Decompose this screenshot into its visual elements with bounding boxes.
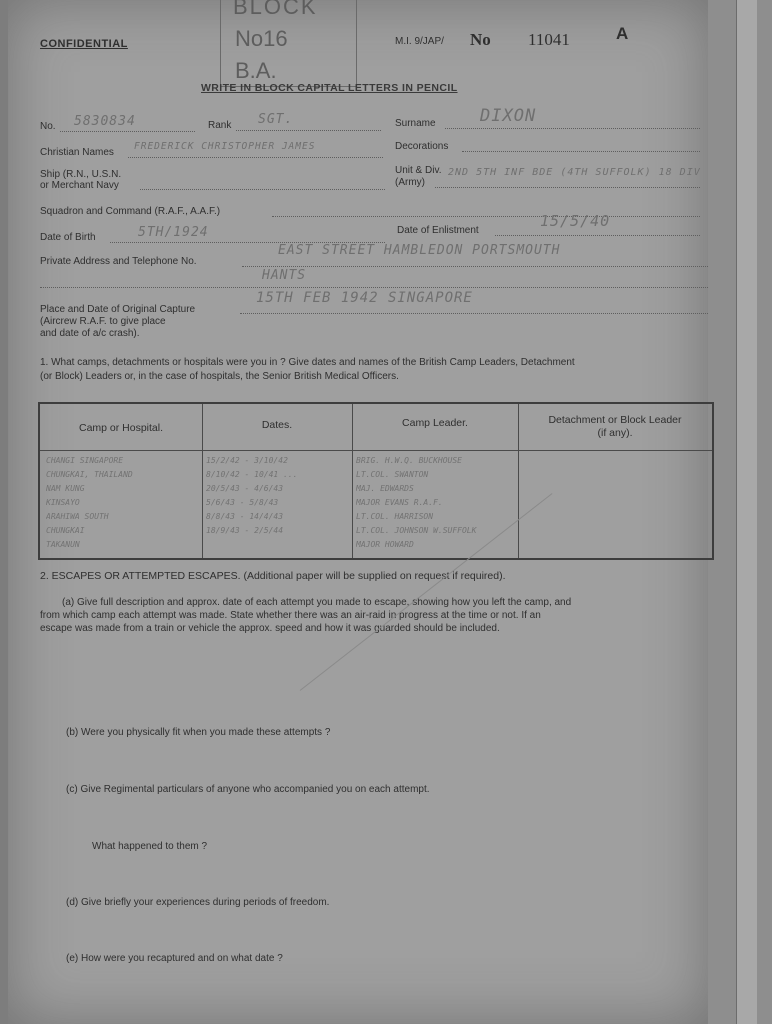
question-1-line-2: (or Block) Leaders or, in the case of hospitals, the Senior British Medical Officers. xyxy=(40,371,399,382)
table-row xyxy=(40,498,712,510)
question-2a-line-3: escape was made from a train or vehicle the approx. speed and how it was guarded should be included. xyxy=(40,623,500,634)
block-stamp xyxy=(220,0,357,87)
ship-label-2: or Merchant Navy xyxy=(40,180,119,191)
table-row xyxy=(40,484,712,496)
christian-names-value: FREDERICK CHRISTOPHER JAMES xyxy=(134,141,316,152)
stamp-line-3: B.A. xyxy=(235,58,277,83)
question-2a-line-1: (a) Give full description and approx. date of each attempt you made to escape, showing how you left the camp, and xyxy=(62,597,572,608)
enlistment-value: 15/5/40 xyxy=(540,212,611,230)
table-cell: BRIG. H.W.Q. BUCKHOUSE xyxy=(356,456,462,465)
capture-label-2: (Aircrew R.A.F. to give place xyxy=(40,316,166,327)
enlistment-label: Date of Enlistment xyxy=(397,225,479,236)
service-number-value: 5830834 xyxy=(74,114,136,129)
table-cell: 5/6/43 - 5/8/43 xyxy=(206,498,279,507)
serial-suffix: A xyxy=(616,24,629,43)
table-cell: CHANGI SINGAPORE xyxy=(46,456,124,465)
question-2c-followup: What happened to them ? xyxy=(92,841,208,852)
unit-label-1: Unit & Div. xyxy=(395,165,442,176)
col-header-detachment: Detachment or Block Leader (if any). xyxy=(548,414,682,439)
address-value-1: EAST STREET HAMBLEDON PORTSMOUTH xyxy=(278,243,561,258)
serial-no-label: No xyxy=(470,30,491,49)
col-header-camp-leader: Camp Leader. xyxy=(402,417,468,429)
stamp-line-2: No16 xyxy=(235,26,288,51)
stamp-line-1: BLOCK xyxy=(233,0,318,19)
underlying-sheet-edge xyxy=(736,0,757,1024)
table-row xyxy=(40,456,712,468)
table-cell: MAJOR EVANS R.A.F. xyxy=(356,498,443,507)
col-header-dates: Dates. xyxy=(261,419,293,431)
table-cell: LT.COL. HARRISON xyxy=(356,512,434,521)
dob-label: Date of Birth xyxy=(40,232,96,243)
table-cell: NAM KUNG xyxy=(46,484,85,493)
table-cell: ARAHIWA SOUTH xyxy=(46,512,109,521)
surname-label: Surname xyxy=(395,118,436,129)
rank-value: SGT. xyxy=(258,112,294,127)
camps-table xyxy=(38,402,714,560)
unit-label-2: (Army) xyxy=(395,177,425,188)
table-cell: 15/2/42 - 3/10/42 xyxy=(206,456,288,465)
capture-value: 15TH FEB 1942 SINGAPORE xyxy=(256,290,473,306)
table-cell: TAKANUN xyxy=(46,540,80,549)
confidential-heading: CONFIDENTIAL xyxy=(40,38,128,50)
address-label: Private Address and Telephone No. xyxy=(40,256,197,267)
dob-value: 5TH/1924 xyxy=(138,225,209,240)
ship-label-1: Ship (R.N., U.S.N. xyxy=(40,169,122,180)
capture-label-3: and date of a/c crash). xyxy=(40,328,140,339)
table-cell: 8/10/42 - 10/41 ... xyxy=(206,470,298,479)
serial-no-value: 11041 xyxy=(528,30,570,49)
question-2e: (e) How were you recaptured and on what date ? xyxy=(66,953,283,964)
unit-value: 2ND 5TH INF BDE (4TH SUFFOLK) 18 DIV xyxy=(448,167,701,178)
table-row xyxy=(40,470,712,482)
table-cell: CHUNGKAI, THAILAND xyxy=(46,470,133,479)
table-cell: MAJ. EDWARDS xyxy=(356,484,414,493)
table-row xyxy=(40,512,712,524)
capture-label-1: Place and Date of Original Capture xyxy=(40,304,196,315)
question-2a-line-2: from which camp each attempt was made. State whether there was an air-raid in progress at the time or not. If an xyxy=(40,610,541,621)
table-cell: LT.COL. SWANTON xyxy=(356,470,429,479)
table-cell: LT.COL. JOHNSON W.SUFFOLK xyxy=(356,526,477,535)
address-value-2: HANTS xyxy=(262,268,307,283)
table-cell: MAJOR HOWARD xyxy=(356,540,414,549)
col-header-camp: Camp or Hospital. xyxy=(78,422,164,434)
squadron-label: Squadron and Command (R.A.F., A.A.F.) xyxy=(40,206,221,217)
rank-label: Rank xyxy=(208,120,232,131)
no-label: No. xyxy=(40,121,56,132)
mi-reference: M.I. 9/JAP/ xyxy=(395,36,444,47)
table-cell: 18/9/43 - 2/5/44 xyxy=(206,526,284,535)
table-row xyxy=(40,540,712,552)
table-cell: CHUNGKAI xyxy=(46,526,85,535)
table-row xyxy=(40,526,712,538)
question-1-line-1: 1. What camps, detachments or hospitals were you in ? Give dates and names of the British Camp Leaders, Detachment xyxy=(40,357,575,368)
question-2d: (d) Give briefly your experiences during periods of freedom. xyxy=(66,897,330,908)
table-cell: 8/8/43 - 14/4/43 xyxy=(206,512,284,521)
question-2c: (c) Give Regimental particulars of anyone who accompanied you on each attempt. xyxy=(66,784,430,795)
pencil-instruction: WRITE IN BLOCK CAPITAL LETTERS IN PENCIL xyxy=(201,82,458,94)
question-2b: (b) Were you physically fit when you made these attempts ? xyxy=(66,727,331,738)
decorations-label: Decorations xyxy=(395,141,449,152)
surname-value: DIXON xyxy=(480,106,537,126)
table-cell: 20/5/43 - 4/6/43 xyxy=(206,484,284,493)
section-2-heading: 2. ESCAPES OR ATTEMPTED ESCAPES. (Additional paper will be supplied on request if required). xyxy=(40,570,506,582)
table-cell: KINSAYO xyxy=(46,498,80,507)
christian-names-label: Christian Names xyxy=(40,147,114,158)
